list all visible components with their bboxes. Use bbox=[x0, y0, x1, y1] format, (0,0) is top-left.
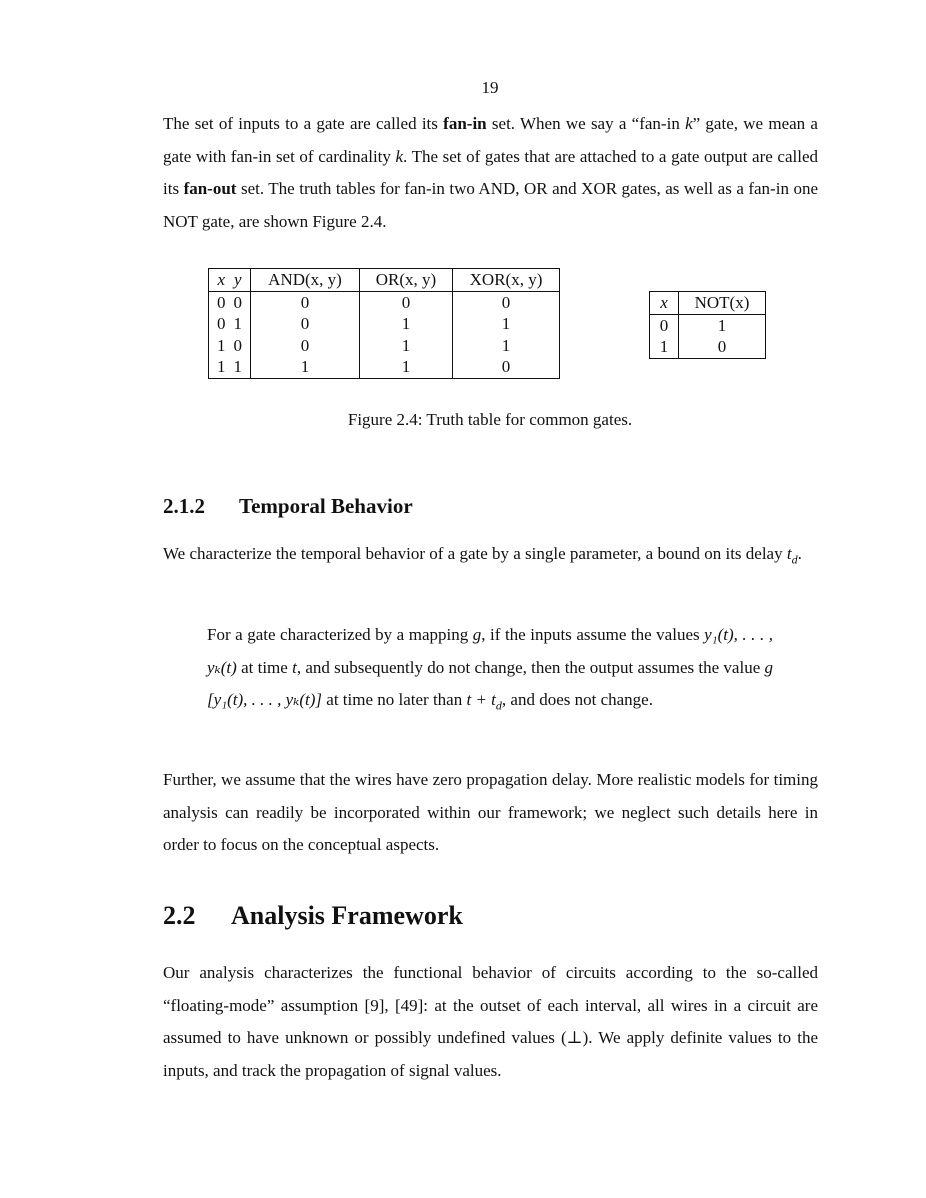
table-header-row: x NOT(x) bbox=[650, 292, 766, 315]
temporal-paragraph: We characterize the temporal behavior of a gate by a single parameter, a bound on its delay $t_d$. bbox=[163, 544, 802, 567]
section-heading-2-1-2: 2.1.2 Temporal Behavior bbox=[163, 494, 413, 518]
table-row: 1 1 1 1 0 bbox=[209, 356, 560, 378]
table-row: 0 1 bbox=[650, 314, 766, 336]
further-paragraph: Further, we assume that the wires have zero propagation delay. More realistic models for timing analysis can readily be incorporated within our framework; we neglect such details here in order to focus on the conceptual aspects. bbox=[163, 770, 818, 854]
intro-paragraph: The set of inputs to a gate are called its fan-in set. When we say a “fan-in k” gate, we mean a gate with fan-in set of cardinality k. The set of gates that are attached to a gate output are called its fan-out set. The truth tables for fan-in two AND, OR and XOR gates, as well as a fan-in one NOT gate, are shown Figure 2.4. bbox=[163, 114, 818, 231]
figure-caption: Figure 2.4: Truth table for common gates. bbox=[347, 410, 633, 429]
section-heading-2-2: 2.2 Analysis Framework bbox=[163, 901, 463, 930]
term-fan-out: fan-out bbox=[183, 179, 237, 198]
term-fan-in: fan-in bbox=[443, 114, 487, 133]
table-row: 1 0 0 1 1 bbox=[209, 335, 560, 357]
table-row: 0 1 0 1 1 bbox=[209, 313, 560, 335]
analysis-paragraph: Our analysis characterizes the functional behavior of circuits according to the so-called “floating-mode” assumption [9], [49]: at the outset of each interval, all wires in a circuit are assumed to have unknown or possibly undefined values (⊥). We apply definite values to the inputs, and track the propagation of signal values. bbox=[163, 963, 818, 1080]
not-gate-truth-table bbox=[649, 291, 766, 359]
table-row: 1 0 bbox=[650, 336, 766, 358]
table-header-row: x y AND(x, y) OR(x, y) XOR(x, y) bbox=[209, 269, 560, 292]
table-row: 0 0 0 0 0 bbox=[209, 291, 560, 313]
delay-definition-quote: For a gate characterized by a mapping g, if the inputs assume the values y₁(t), . . . , yₖ(t) at time t, and subsequently do not change, then the output assumes the value g [y₁(t), . . . , yₖ(t)] at time no later than $t + t_d$, and does not change. bbox=[207, 625, 774, 713]
binary-gates-truth-table bbox=[208, 268, 560, 379]
page-number: 19 bbox=[481, 78, 499, 97]
